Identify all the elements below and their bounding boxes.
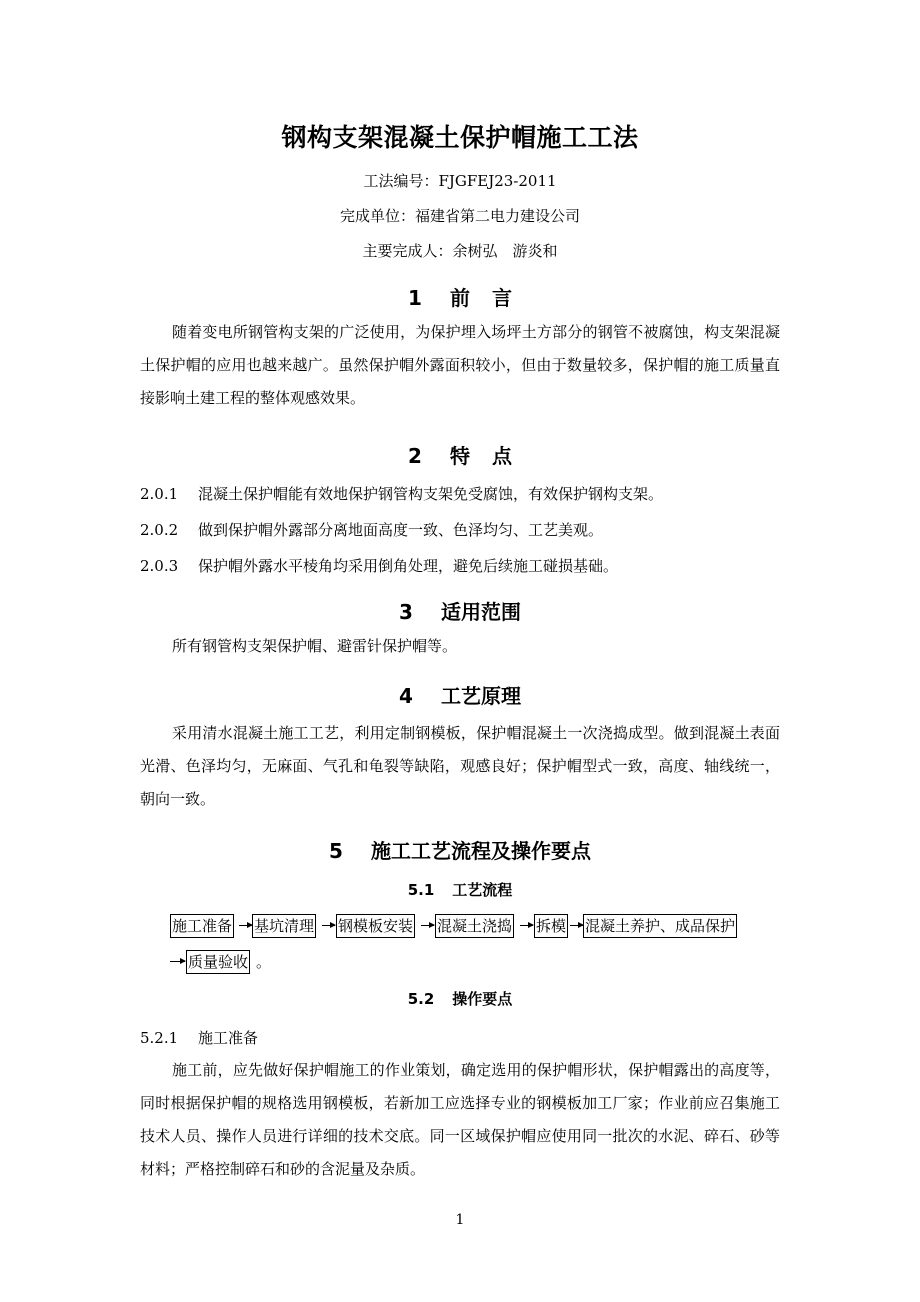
section-heading-4 bbox=[0, 680, 920, 709]
section-number: 3 bbox=[399, 600, 413, 624]
section-number: 5 bbox=[329, 839, 343, 863]
section-number: 1 bbox=[408, 286, 422, 310]
subsection-heading-5-1 bbox=[0, 879, 920, 900]
list-item bbox=[140, 555, 618, 576]
section-heading-3 bbox=[0, 596, 920, 625]
document-title: 钢构支架混凝土保护帽施工工法 bbox=[281, 123, 639, 152]
section-title: 施工工艺流程及操作要点 bbox=[370, 839, 591, 863]
section-number: 4 bbox=[399, 684, 413, 708]
section-title: 特点 bbox=[449, 444, 534, 468]
subsection-heading-5-2-1 bbox=[140, 1027, 258, 1048]
list-item bbox=[140, 483, 663, 504]
section-heading-2 bbox=[0, 440, 920, 469]
arrow-right-icon bbox=[421, 925, 434, 926]
arrow-right-icon bbox=[170, 961, 185, 962]
section-title: 适用范围 bbox=[440, 600, 521, 624]
page-number: 1 bbox=[455, 1212, 465, 1228]
item-number: 2.0.3 bbox=[140, 557, 179, 575]
process-flow-row-2 bbox=[170, 950, 370, 974]
method-code: 工法编号：FJGFEJ23-2011 bbox=[363, 172, 557, 190]
arrow-right-icon bbox=[322, 925, 335, 926]
section-4-paragraph: 采用清水混凝土施工工艺，利用定制钢模板，保护帽混凝土一次浇捣成型。做到混凝土表面光滑、色泽均匀，无麻面、气孔和龟裂等缺陷，观感良好；保护帽型式一致，高度、轴线统一，朝向一致。 bbox=[140, 724, 780, 808]
flow-step: 混凝土养护、成品保护 bbox=[583, 914, 737, 938]
subsection-heading-5-2 bbox=[0, 988, 920, 1009]
item-text: 做到保护帽外露部分离地面高度一致、色泽均匀、工艺美观。 bbox=[198, 521, 604, 539]
flow-step: 质量验收 bbox=[186, 950, 250, 974]
arrow-right-icon bbox=[570, 925, 583, 926]
section-heading-1 bbox=[0, 282, 920, 311]
flow-step: 施工准备 bbox=[170, 914, 234, 938]
flow-step: 基坑清理 bbox=[252, 914, 316, 938]
section-heading-5 bbox=[0, 835, 920, 864]
section-1-paragraph: 随着变电所钢管构支架的广泛使用，为保护埋入场坪土方部分的钢管不被腐蚀，构支架混凝土保护帽的应用也越来越广。虽然保护帽外露面积较小，但由于数量较多，保护帽的施工质量直接影响土建工程的整体观感效果。 bbox=[140, 323, 780, 407]
flow-step: 钢模板安装 bbox=[336, 914, 415, 938]
item-text: 施工准备 bbox=[198, 1029, 259, 1047]
list-item bbox=[140, 519, 603, 540]
item-number: 5.2.1 bbox=[140, 1029, 179, 1047]
completing-unit: 完成单位：福建省第二电力建设公司 bbox=[339, 207, 580, 225]
flow-end-mark: 。 bbox=[256, 953, 272, 971]
flow-step: 拆模 bbox=[534, 914, 568, 938]
item-text: 混凝土保护帽能有效地保护钢管构支架免受腐蚀，有效保护钢构支架。 bbox=[198, 485, 664, 503]
subsection-title: 工艺流程 bbox=[452, 881, 513, 899]
subsection-number: 5.2 bbox=[407, 990, 435, 1008]
section-5-paragraph: 施工前，应先做好保护帽施工的作业策划，确定选用的保护帽形状，保护帽露出的高度等，同时根据保护帽的规格选用钢模板，若新加工应选择专业的钢模板加工厂家；作业前应召集施工技术人员、操作人员进行详细的技术交底。同一区域保护帽应使用同一批次的水泥、碎石、砂等材料；严格控制碎石和砂的含泥量及杂质。 bbox=[140, 1061, 780, 1178]
subsection-number: 5.1 bbox=[407, 881, 435, 899]
arrow-right-icon bbox=[520, 925, 533, 926]
arrow-right-icon bbox=[239, 925, 252, 926]
section-number: 2 bbox=[408, 444, 422, 468]
item-number: 2.0.2 bbox=[140, 521, 179, 539]
flow-step: 混凝土浇捣 bbox=[435, 914, 514, 938]
section-3-paragraph: 所有钢管构支架保护帽、避雷针保护帽等。 bbox=[172, 637, 458, 655]
item-number: 2.0.1 bbox=[140, 485, 179, 503]
item-text: 保护帽外露水平棱角均采用倒角处理，避免后续施工碰损基础。 bbox=[198, 557, 619, 575]
section-title: 前言 bbox=[449, 286, 534, 310]
section-title: 工艺原理 bbox=[440, 684, 521, 708]
subsection-title: 操作要点 bbox=[452, 990, 513, 1008]
process-flow-row-1 bbox=[170, 914, 770, 938]
main-authors: 主要完成人：余树弘 游炎和 bbox=[362, 242, 558, 260]
